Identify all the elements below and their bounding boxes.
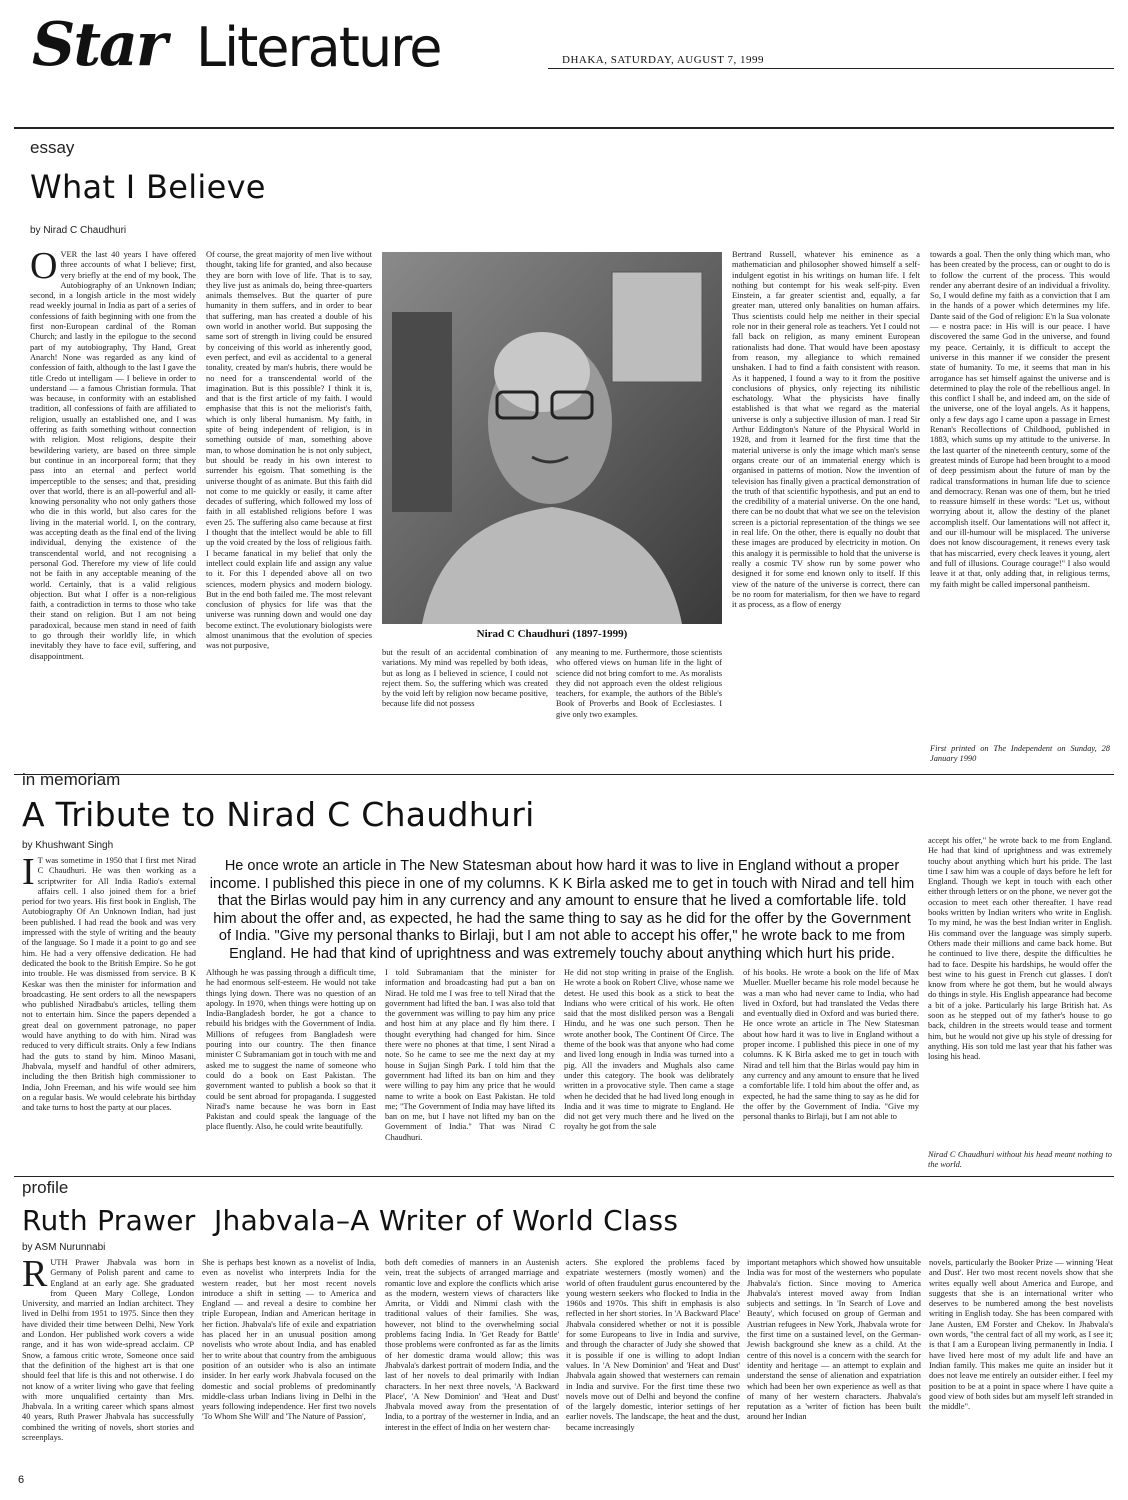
memoriam-column-4 bbox=[564, 968, 734, 1170]
essay-col3b-text: any meaning to me. Furthermore, those scientists who offered views on human life in the light of science did not bring comfort to me. As moralists they did not approach even the oldest religious teachers, for example, the authors of the Bible's Book of Proverbs and Book of Ecclesiastes. I give only two examples. bbox=[556, 648, 722, 719]
page-number: 6 bbox=[18, 1474, 25, 1486]
memoriam-col2-text: Although he was passing through a difficult time, he had enormous self-esteem. He would not take things lying down. There was no question of an apology. In 1970, when things were hotting up on India-Bangladesh border, he got a chance to rebuild his bridges with the Government of India. Millions of refugees from Bangladesh were pouring into our country. The then finance minister C Subramaniam got in touch with me and asked me to suggest the name of someone who could do a book on East Pakistan. The government wanted to publish a book so that it could be sent abroad for propaganda. I suggested Nirad's name because he was born in East Pakistan and could speak the language of the place fluently. Also, he could write beautifully. bbox=[206, 968, 376, 1132]
memoriam-column-3 bbox=[385, 968, 555, 1170]
masthead-rule-thin bbox=[548, 68, 1114, 69]
essay-col3a-text: but the result of an accidental combination of variations. My mind was repelled by both ideas, but as long as I believed in science, I could not reject them. So, the suffering which was created by the void left by religion now became positive, because life did not possess bbox=[382, 648, 548, 709]
profile-column-6 bbox=[929, 1258, 1113, 1470]
profile-headline: Ruth Prawer Jhabvala–A Writer of World Class bbox=[22, 1204, 679, 1237]
memoriam-col3-text: I told Subramaniam that the minister for information and broadcasting had put a ban on Nirad. He told me I was free to tell Nirad that the government had lifted the ban. I was also told that the government was willing to pay him any price and host him at any place and fly him there. I thought everything had changed for him. Since there were no phones at that time, I sent Nirad a note. So he came to see me the next day at my house in Sujjan Singh Park. I told him that the government had lifted its ban on him and they were willing to pay him any price that he would name to write a book on East Pakistan. He told me; "The Government of India may have lifted its ban on me, but I have not lifted my ban on the Government of India." That was Nirad C Chaudhuri. bbox=[385, 968, 555, 1142]
masthead-literature: Literature bbox=[196, 16, 441, 79]
memoriam-headline: A Tribute to Nirad C Chaudhuri bbox=[22, 795, 535, 834]
profile-dropcap: R bbox=[22, 1258, 48, 1295]
essay-dropcap: O bbox=[30, 250, 58, 287]
memoriam-column-2 bbox=[206, 968, 376, 1170]
profile-col6-text: novels, particularly the Booker Prize — winning 'Heat and Dust'. Her two most recent novels show that she writes equally well about America and Europe, and suggests that she is an international writer who deserves to be numbered among the best novelists writing in English today. She has been compared with Jane Austen, EM Forster and Chekov. In Jhabvala's own words, "the central fact of all my work, as I see it; is that I am a European living permanently in India. I have lived here most of my adult life and have an Indian family. This makes me quite an insider but it does not leave me entirely an outsider either. I feel my position to be at a point in space where I have quite a good view of both sides but am myself left stranded in the middle". bbox=[929, 1258, 1113, 1412]
essay-headline: What I Believe bbox=[30, 168, 266, 206]
profile-column-2 bbox=[202, 1258, 376, 1470]
memoriam-col1-text: T was sometime in 1950 that I first met Nirad C Chaudhuri. He was then working as a scriptwriter for All India Radio's external affairs cell. I also joined them for a brief period for two years. His first book in English, The Autobiography Of An Unknown Indian, had just been published. I had read the book and was very impressed with the style of writing and the beauty of the language. So I made it a point to go and see him. He had a very offensive dedication. He had dedicated the book to the British Empire. So he got into trouble. He was dismissed from service. B K Keskar was then the minister for information and broadcasting. He sent orders to all the newspapers who published Niradbabu's articles, telling them not to entertain him. Since the papers depended a great deal on government patronage, no paper would have anything to do with him. Nirad was reduced to very difficult straits. Only a few Indians had the guts to stand by him. Minoo Masani, Jhabvala, myself and handful of other admirers, including the then British high commissioner to India, John Freeman, and his wife would see him on a regular basis. We would celebrate his birthday and take turns to host the party at our places. bbox=[22, 856, 196, 1113]
memoriam-col6-text: accept his offer," he wrote back to me from England. He had that kind of uprightness and was extremely touchy about anything which hurt his pride. The last time I saw him was a couple of days before he left for England. Though we kept in touch with each other either through letters or on the phone, we never got the occasion to meet each other thereafter. I have read books written by Indian writers who write in English. To my mind, he was the best Indian writer in English. His command over the language was simply superb. Others made their millions and came back home. But he continued to live there, despite the difficulties he had to face. Despite his hardships, he would offer the best wine to his guest in French cut glasses. I don't know from where he got them, but he would always do things in style. His English appearance had become a bit of a joke. Particularly his large British hat. As soon as he stepped out of my father's house to go back, children in the streets would tease and torment him, but he would not give up his style of dressing for anything. His son told me last year that his father was losing his head. bbox=[928, 836, 1112, 1062]
masthead-star: Star bbox=[32, 10, 166, 80]
essay-byline: by Nirad C Chaudhuri bbox=[30, 225, 127, 236]
profile-col2-text: She is perhaps best known as a novelist of India, even as novelist who interprets India for the western reader, but her most recent novels introduce a shift in setting — to America and England — and reveal a desire to combine her triple European, Indian and American heritage in her fiction. Jhabvala's life of exile and expatriation has placed her in an unusual position among novelists who wrote about India, and has enabled her to write about that country from the ambiguous position of an outsider who is also an intimate insider. In her early work Jhabvala focused on the domestic and social problems of predominantly middle-class urban Indians living in Delhi in the years following independence. Her first two novels 'To Whom She Will' and 'The Nature of Passion', bbox=[202, 1258, 376, 1422]
profile-col1-text: UTH Prawer Jhabvala was born in Germany of Polish parent and came to England at an early age. She graduated from Queen Mary College, London University, and married an Indian architect. They lived in Delhi from 1951 to 1975. Since then they have divided their time between Delhi, New York and London. Her published work covers a wide range, and it has won wide-spread acclaim. CP Snow, a famous critic wrote, Someone once said that the definition of the highest art is that one should feel that life is this and not otherwise. I do not know of a writer living who gave that feeling with more unqualified certainty than Mrs. Jhabvala. In a writing career which spans almost 40 years, Ruth Prawer Jhabvala has successfully combined the writing of novels, short stories and screenplays. bbox=[22, 1258, 194, 1443]
memoriam-byline: by Khushwant Singh bbox=[22, 840, 114, 851]
profile-column-1 bbox=[22, 1258, 194, 1470]
memoriam-col4-text: He did not stop writing in praise of the English. He wrote a book on Robert Clive, whose name we detest. He used this book as a stick to beat the Indians who were critical of his work. He often said that the most disliked person was a Bengali Hindu, and he was one such person. Then he wrote another book, The Continent Of Circe. The theme of the book was that anyone who had come and lived long enough in India was turned into a pig. All the invaders and Mughals also came under this category. The book was delibrately written in a provocative style. Then came a stage when he decided that he had lived long enough in India and it was time to migrate to England. He did not get very much there and he lived on the royalty he got from the sale bbox=[564, 968, 734, 1132]
memoriam-column-6 bbox=[928, 836, 1112, 1148]
profile-column-4 bbox=[566, 1258, 740, 1470]
memoriam-pullquote: He once wrote an article in The New Statesman about how hard it was to live in England without a proper income. I published this piece in one of my columns. K K Birla asked me to get in touch with Nirad and tell him that the Birlas would pay him in any currency and any amount to ensure that he lived a comfortable life. told him about the offer and, as expected, he had the same thing to say as he did for the offer by the Government of India. "Give my personal thanks to Birlaji, but I am not able to accept his offer," he wrote back to me from England. He had that kind of uprightness and was extremely touchy about anything which hurt his pride. bbox=[209, 858, 915, 960]
essay-column-1 bbox=[30, 250, 196, 770]
essay-col4-text: Bertrand Russell, whatever his eminence as a mathematician and philosopher showed himself a self-indulgent egotist in his writings on human life. I felt nothing but contempt for his weak self-pity. Even Einstein, a far greater scientist and, equally, a far greater man, uttered only banalities on human affairs. Thus scientists could help me neither in their special role nor in their general role as teachers. Yet I could not fall back on religion, as many eminent European rationalists had done. That would have been apostasy from reason, my allegiance to which remained unshaken. I had to find a faith consistent with reason. As it happened, I found a way to it from the positive conclusions of physics, only rejecting its nihilistic eschatology. What the physicists have finally established is that what we regard as the material universe is only a subjective illusion of man. I read Sir Arthur Eddington's Nature of the Physical World in 1928, and from it learned for the first time that the material universe is only the image which man's sense organs create our of an immaterial energy which is organised in patterns of motion. Now the invention of television has finally given a practical demonstration of the truth of that scientific hypothesis, and put an end to the credibility of a material universe. On the one hand, there can be no doubt that what we see on the television screen is a pictorial representation of the things we see in real life. On the other, there is equally no doubt that these images are produced by electricity in motion. On this analogy it is permissible to hold that the universe is really a cosmic TV show run by some power who designed it for some end known only to itself. If this view of the nature of the universe is correct, there can be no room for materialism, for then we have to regard it as process, as a flow of energy bbox=[732, 250, 920, 610]
profile-col3-text: both deft comedies of manners in an Austenish vein, treat the subjects of arranged marriage and romantic love and explore the conflicts which arise as the modern, western views of characters like Amrita, or Viddi and Nimmi clash with the traditional values of their families. She was, however, not blind to the overwhelming social problems facing India. In 'Get Ready for Battle' those problems were confronted as far as the limits of her domestic drama would allow; this was Jhabvala's darkest portrait of modern India, and the last of her novels to deal primarily with Indian characters. In her next three novels, 'A Backward Place', 'A New Dominion' and 'Heat and Dust' Jhabvala moved away from the presentation of India, to a portray of the westerner in India, and an interest in the effect of India on her western char- bbox=[385, 1258, 559, 1432]
masthead bbox=[14, 6, 1114, 126]
memoriam-column-5 bbox=[743, 968, 919, 1170]
essay-divider bbox=[14, 774, 1114, 775]
essay-column-5 bbox=[930, 250, 1110, 742]
essay-column-4 bbox=[732, 250, 920, 770]
essay-col1-text: VER the last 40 years I have offered three accounts of what I believe; first, very briefly at the end of my book, The Autobiography of an Unknown Indian; second, in a longish article in the most widely read weekly journal in India as part of a series of confessions of faith beginning with one from the first non-European cardinal of the Roman Church; and lastly in the epilogue to the second part of my autobiography, Thy Hand, Great Anarch! None was regarded as any kind of confession of faith, although to the last I gave the title Credo ut intelligam — I believe in order to understand — a famous Christian formula. That was because, in conformity with an established tradition, all confessions of faith are affiliated to religion, usually an established one, and I was offering as faith something without connection with religion. Most religions, despite their bewildering variety, are based on three simple but continue in an incorporeal form; that they pass into an eternal and perfect world imperceptible to the senses; and that, presiding over that world, there is an all-powerful and all-knowing personality who not only gathers those who die in this world, but also cares for the living in the material world. I, on the contrary, was accepting death as the final end of the living individual, denying the existence of the transcendental world, and not recognising a personal God. Therefore my view of life could not be faith in any acceptable meaning of the world. Certainly, that is a valid religious objection. But what I offer is a non-religious faith, a contradiction in terms to those who take their stand on religion. But I am not being paradoxical, because men stand in need of faith to go through their worldly life, in which inevitably they have to face evil, suffering, and disappointment. bbox=[30, 250, 196, 661]
profile-byline: by ASM Nurunnabi bbox=[22, 1242, 106, 1253]
essay-column-3b bbox=[556, 648, 722, 770]
essay-col2-text: Of course, the great majority of men live without thought, taking life for granted, and also because they are born with love of life. That is to say, they live just as animals do, being three-quarters animals themselves. But the quarter of pure humanity in them suffers, and in order to bear that suffering, man has created a double of his own world in another world. But supposing the same sort of strength in living could be ensured by conceiving of this world as inherently good, even perfect, and evil as accidental to a general tonality, created by man's hubris, there would be no need for a transcendental world of the imagination. But is this possible? I think it is, and that is the first article of my faith. I would emphasise that this is not the meliorist's faith, which is only liberal humanism. My faith, in spite of being independent of religion, is in something outside of man, something above man, to whose domination he is not only subject, but should be ready in his own interest to surrender his egoism. That something is the universe thought of as animate. But this faith did not come to me quickly or easily, it came after decades of suffering, which followed my loss of faith in all established religions before I was even 25. The suffering also came because at first I thought that the intellect would be able to fill up the void created by the loss of religious faith. I became fanatical in my belief that only the intellect could explain life and assign any value to it. For this I depended above all on two sciences, modern physics and modern biology. But in the end both failed me. The most relevant conclusion of physics for life was that the universe was running down and would one day become extinct. The evolutionary biologists were almost unanimous that the evolution of species was not purposive, bbox=[206, 250, 372, 651]
memoriam-section-label: in memoriam bbox=[22, 770, 121, 789]
author-photo bbox=[382, 252, 722, 624]
masthead-rule bbox=[14, 127, 1114, 129]
profile-column-5 bbox=[747, 1258, 921, 1470]
memoriam-col5-text: of his books. He wrote a book on the life of Max Mueller. Mueller became his role model because he was a man who had never came to India, who had lived in Oxford, but had translated the Vedas there and eventually died in Oxford and was buried there. He once wrote an article in The New Statesman about how hard it was to live in England without a proper income. I published this piece in one of my columns. K K Birla asked me to get in touch with Nirad and tell him that the Birlas would pay him in any currency and any amount to ensure that he lived a comfortable life. I told him about the offer and, as expected, he had the same thing to say as he did for the offer by the Government of India. "Give my personal thanks to Birlaji, but I am not able to bbox=[743, 968, 919, 1122]
essay-column-3a bbox=[382, 648, 548, 770]
essay-column-2 bbox=[206, 250, 372, 770]
essay-footnote: First printed on The Independent on Sunday, 28 January 1990 bbox=[930, 744, 1110, 764]
photo-caption: Nirad C Chaudhuri (1897-1999) bbox=[476, 628, 628, 640]
profile-col4-text: acters. She explored the problems faced by expatriate westerners (mostly women) and the world of often fraudulent gurus encountered by the young western seekers who flocked to India in the 1960s and 1970s. This shift in emphasis is also reflected in her short stories. In 'A Backward Place' Jhabvala considered whether or not it is possible for some Europeans to live in India and survive, and through the character of Judy she showed that it is possible if one is willing to adopt Indian values. In 'A New Dominion' and 'Heat and Dust' Jhabvala again showed that westerners can remain in India and survive. For the first time these two novels move out of Delhi and beyond the confine of the largely domestic, interior settings of her earlier novels. The landscape, the heat and the dust, became increasingly bbox=[566, 1258, 740, 1432]
essay-col5-text: towards a goal. Then the only thing which man, who has been created by the process, can or ought to do is to follow the current of the process. This would render any aberrant desire of an individual a frivolity. So, I would define my faith as a conviction that I am in the hands of a power which determines my life. Dante said of the God of religion: E'n la Sua volonate — e nostra pace: in His will is our peace. I have discovered the same God in the universe, and found my peace. Certainly, it is difficult to accept the universe in this manner if we consider the present state of humanity. To me, it seems that man in his arrogance has set himself against the universe and is determined to play the role of the rebellious angel. In this conflict I shall be, and indeed am, on the side of the universe, one of the loyal angels. As it happens, only a few days ago I came upon a passage in Ernest Renan's Recollections of Childhood, published in 1883, which sums up my attitude to the universe. In the last quarter of the nineteenth century, some of the greatest minds of Europe had been brought to a mood of deep pessimism about the future of man by the radical transformations in human life due to science and democracy. Renan was one of them, but he tried to reassure himself in these words: "Let us, without worrying about it, allow the destiny of the planet accomplish itself. Our lamentations will not affect it, and our ill-humour will be misplaced. The universe does not know discouragement, it renews every task that has miscarried, every check leaves it young, alert and full of illusions. Courage courage!" I also would leave it at that, only adding that, in religious terms, my faith might be called impersonal pantheism. bbox=[930, 250, 1110, 589]
memoriam-divider bbox=[14, 1176, 1114, 1177]
dateline: DHAKA, SATURDAY, AUGUST 7, 1999 bbox=[562, 54, 765, 66]
profile-column-3 bbox=[385, 1258, 559, 1470]
profile-section-label: profile bbox=[22, 1178, 69, 1197]
memoriam-dropcap: I bbox=[22, 856, 35, 893]
memoriam-footnote: Nirad C Chaudhuri without his head meant nothing to the world. bbox=[928, 1150, 1112, 1170]
memoriam-column-1 bbox=[22, 856, 196, 1170]
author-portrait-image bbox=[382, 252, 722, 624]
essay-section-label: essay bbox=[30, 138, 75, 157]
profile-col5-text: important metaphors which showed how unsuitable India was for most of the westerners who populate Jhabvala's fiction. Since moving to America Jhabvala's interest moved away from Indian subjects and settings. In 'In Search of Love and Beauty', which focused on group of German and Austrian refugees in New York, Jhabvala wrote for the first time on a sustained level, on the German-Jewish background she knew as a child. At the centre of this novel is a concern with the search for identity and heritage — an attempt to explain and understand the sense of alienation and expatriation which had been her own experience as well as that of many of her western characters. Jhabvala's reputation as a 'writer of fiction has been built around her Indian bbox=[747, 1258, 921, 1422]
